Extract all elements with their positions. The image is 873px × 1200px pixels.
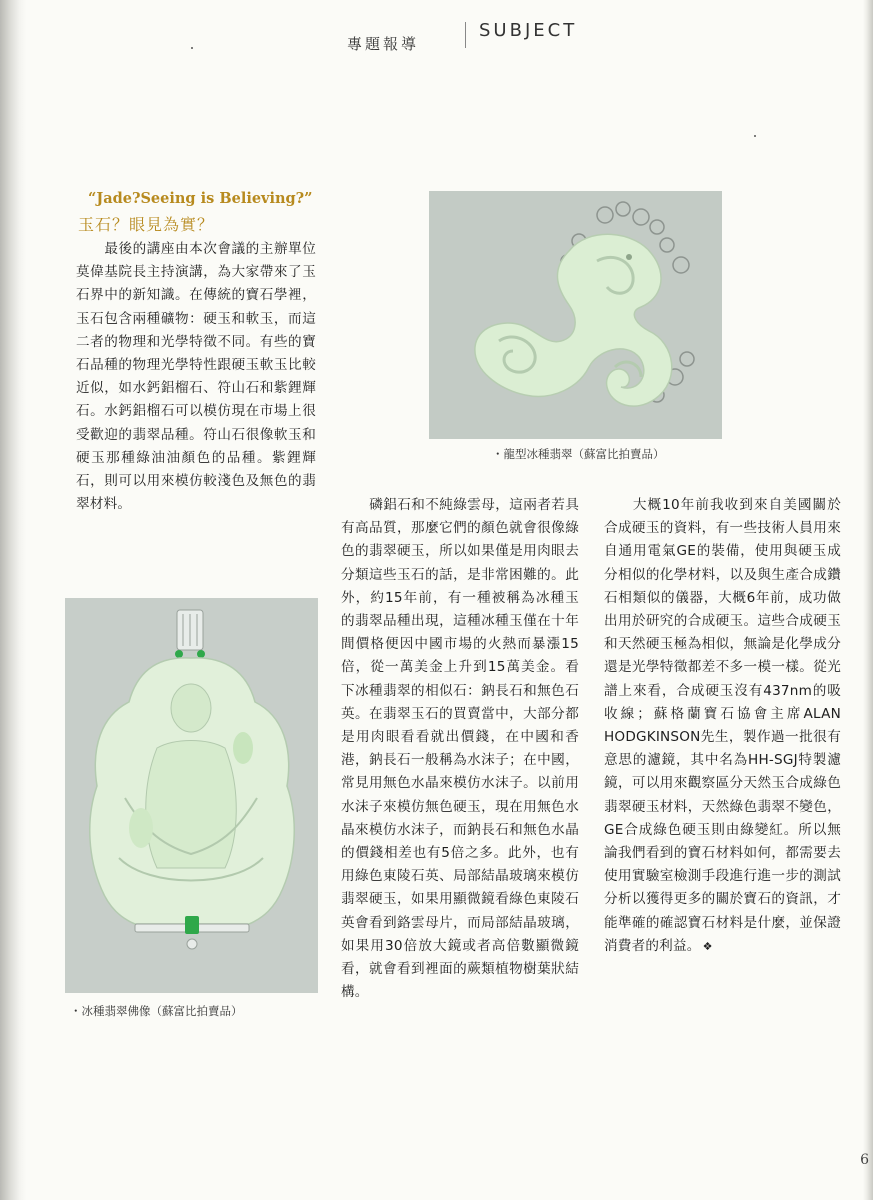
print-speck [191, 47, 193, 49]
dragon-jade-photo [429, 191, 722, 439]
print-speck [754, 135, 756, 137]
page-number: 6 [860, 1152, 869, 1168]
header-section-cn: 專題報導 [347, 35, 420, 53]
article-column-1 [76, 238, 316, 516]
column-2-text: 磷鋁石和不純綠雲母，這兩者若具有高品質，那麼它們的顏色就會很像綠色的翡翠硬玉，所以如果僅是用肉眼去分類這些玉石的話，是非常困難的。此外，約15年前，有一種被稱為冰種玉的翡翠品種出現，這種冰種玉僅在十年間價格便因中國市場的火熱而暴漲15倍，從一萬美金上升到15萬美金。看下冰種翡翠的相似石：鈉長石和無色石英。在翡翠玉石的買賣當中，大部分都是用肉眼看看就出價錢，在中國和香港，鈉長石一般稱為水沫子；在中國，常見用無色水晶來模仿水沫子。以前用水沫子來模仿無色硬玉，現在用無色水晶來模仿水沫子，而鈉長石和無色水晶的價錢相差也有5倍之多。此外，也有用綠色東陵石英、局部結晶玻璃來模仿翡翠硬玉，如果用顯微鏡看綠色東陵石英會看到鉻雲母片，而局部結晶玻璃，如果用30倍放大鏡或者高倍數顯微鏡看，就會看到裡面的蕨類植物樹葉狀結構。 [341, 497, 579, 1001]
dragon-photo-caption: ・龍型冰種翡翠（蘇富比拍賣品） [492, 447, 665, 461]
section-title-cn: 玉石？眼見為實？ [78, 215, 215, 234]
header-section-en: SUBJECT [479, 20, 578, 41]
column-3-text: 大概10年前我收到來自美國關於合成硬玉的資料，有一些技術人員用來自通用電氣GE的裝備，使用與硬玉成分相似的化學材料，以及與生產合成鑽石相類似的儀器，大概6年前，成功做出用於研究的合成硬玉。這些合成硬玉和天然硬玉極為相似，無論是化學成分還是光學特徵都差不多一模一樣。從光譜上來看，合成硬玉沒有437nm的吸收線；蘇格蘭寶石協會主席ALAN HODGKINSON先生，製作過一批很有意思的濾鏡，其中名為HH-SGJ特製濾鏡，可以用來觀察區分天然玉合成綠色翡翠硬玉材料，天然綠色翡翠不變色，GE合成綠色硬玉則由綠變紅。所以無論我們看到的寶石材料如何，都需要去使用實驗室檢測手段進行進一步的測試分析以獲得更多的關於寶石的資訊，才能準確的確認寶石材料是什麼，並保證消費者的利益。 [604, 497, 841, 954]
buddha-jade-photo [65, 598, 318, 993]
section-title-en: “Jade?Seeing is Believing?” [88, 190, 313, 207]
column-1-text: 最後的講座由本次會議的主辦單位莫偉基院長主持演講，為大家帶來了玉石界中的新知識。在傳統的寶石學裡，玉石包含兩種礦物：硬玉和軟玉，而這二者的物理和光學特徵不同。有些的寶石品種的物理光學特性跟硬玉軟玉比較近似，如水鈣鋁榴石、符山石和紫鋰輝石。水鈣鋁榴石可以模仿現在市場上很受歡迎的翡翠品種。符山石很像軟玉和硬玉那種綠油油顏色的品種。紫鋰輝石，則可以用來模仿較淺色及無色的翡翠材料。 [76, 241, 316, 513]
buddha-jade-image [65, 598, 318, 993]
page-edge-shadow [863, 0, 873, 1200]
header-divider [465, 22, 466, 48]
article-column-2 [341, 494, 579, 1004]
dragon-jade-image [429, 191, 722, 439]
end-mark-icon: ❖ [702, 939, 713, 953]
article-column-3 [604, 494, 841, 958]
buddha-photo-caption: ・冰種翡翠佛像（蘇富比拍賣品） [70, 1004, 243, 1018]
book-spine-shadow [0, 0, 26, 1200]
